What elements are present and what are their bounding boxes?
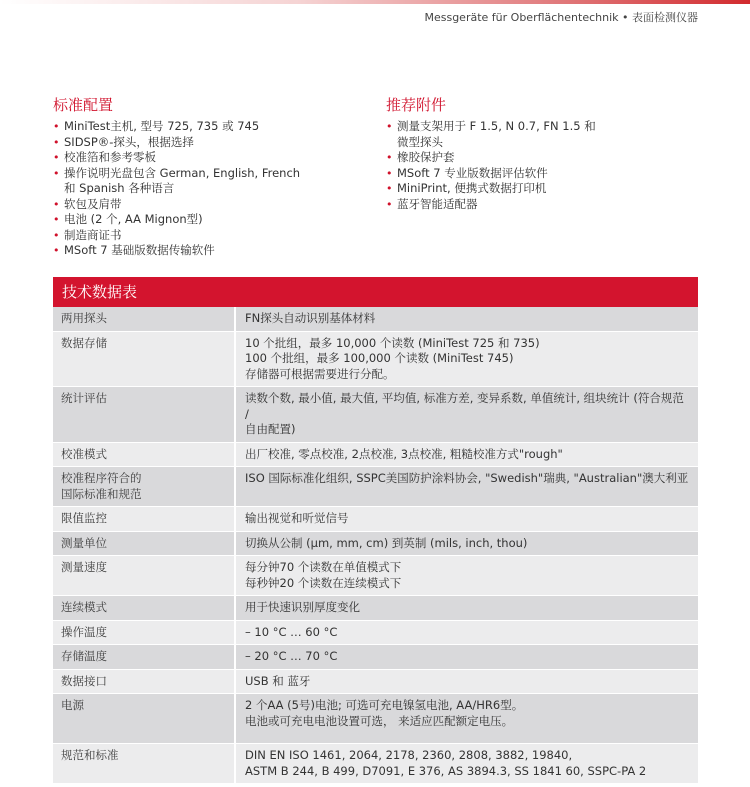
table-row [53,596,698,621]
row-label: 规范和标准 [53,744,236,783]
standard-config-title: 标准配置 [53,96,114,114]
table-row [53,694,698,744]
row-value: 用于快速识别厚度变化 [245,600,360,614]
row-label: 连续模式 [53,596,236,620]
row-label: 两用探头 [53,307,236,331]
list-item: • 操作说明光盘包含 German, English, French 和 Spanish 各种语言 [53,165,301,195]
standard-config-section [53,96,363,259]
table-row [53,744,698,784]
table-row [53,332,698,388]
tech-data-table [53,277,698,784]
table-row [53,670,698,695]
bullet-icon: • [53,244,60,257]
table-row [53,507,698,532]
list-item: • 测量支架用于 F 1.5, N 0.7, FN 1.5 和 微型探头 [386,119,596,149]
row-label: 测量速度 [53,556,236,595]
list-item: • 校准箔和参考零板 [53,150,156,164]
row-value: – 20 °C … 70 °C [245,649,338,663]
row-value: 出厂校准, 零点校准, 2点校准, 3点校准, 粗糙校准方式"rough" [245,446,563,461]
row-label: 存储温度 [53,645,236,669]
accessories-section [386,96,696,212]
row-label: 限值监控 [53,507,236,531]
table-row [53,532,698,557]
table-row [53,467,698,507]
list-item: • MSoft 7 专业版数据评估软件 [386,165,548,180]
bullet-icon: • [53,197,60,211]
row-label: 统计评估 [53,387,236,442]
list-item: • MiniTest主机, 型号 725, 735 或 745 [53,119,260,133]
row-label: 操作温度 [53,621,236,645]
row-value: 输出视觉和听觉信号 [245,511,349,525]
row-value: 2 个AA (5号)电池; 可选可充电镍氢电池, AA/HR6型。 电池或可充电电池设置可选， 来适应匹配额定电压。 [245,698,524,728]
row-label: 数据接口 [53,670,236,694]
list-item: • 橡胶保护套 [386,150,455,164]
row-label: 校准模式 [53,443,236,467]
row-value: ISO 国际标准化组织, SSPC美国防护涂料协会, "Swedish"瑞典, "Australian"澳大利亚 [245,471,689,485]
list-item: • 软包及肩带 [53,196,122,211]
bullet-icon: • [386,197,393,211]
row-value: USB 和 蓝牙 [245,673,311,688]
bullet-icon: • [53,213,60,226]
bullet-icon: • [386,166,393,180]
bullet-icon: • [386,120,393,133]
row-value: DIN EN ISO 1461, 2064, 2178, 2360, 2808, 3882, 19840, ASTM B 244, B 499, D7091, E 376, AS 3894.3, SS 1841 60, SSPC-PA 2 [245,748,647,778]
row-label: 数据存储 [53,332,236,387]
bullet-icon: • [53,166,60,180]
row-value: 读数个数, 最小值, 最大值, 平均值, 标准方差, 变异系数, 单值统计, 组块统计 (符合规范 / 自由配置) [245,391,684,436]
standard-config-list [53,119,363,259]
list-item: • MiniPrint, 便携式数据打印机 [386,181,547,195]
list-item: • 蓝牙智能适配器 [386,196,478,211]
bullet-icon: • [53,151,60,164]
row-value: – 10 °C … 60 °C [245,624,338,639]
row-label: 电源 [53,694,236,743]
row-label: 校准程序符合的 国际标准和规范 [53,467,236,506]
row-value: 10 个批组，最多 10,000 个读数 (MiniTest 725 和 735) 100 个批组，最多 100,000 个读数 (MiniTest 745) 存储器可根据需要进行分配。 [245,335,540,381]
table-row [53,645,698,670]
bullet-icon: • [53,228,60,242]
list-item: • MSoft 7 基础版数据传输软件 [53,243,215,257]
accessories-list [386,119,696,212]
row-value: 每分钟70 个读数在单值模式下 每秒钟20 个读数在连续模式下 [245,560,402,590]
table-row [53,556,698,596]
row-value: 切换从公制 (µm, mm, cm) 到英制 (mils, inch, thou) [245,535,528,550]
table-row [53,387,698,443]
bullet-icon: • [386,151,393,164]
list-item: • SIDSP®-探头，根据选择 [53,134,194,149]
accessories-title: 推荐附件 [386,96,447,114]
row-label: 测量单位 [53,532,236,556]
bullet-icon: • [53,120,60,133]
table-row [53,307,698,332]
table-row [53,621,698,646]
table-row [53,443,698,468]
list-item: • 制造商证书 [53,227,122,242]
top-accent-bar [0,0,750,4]
page-header: Messgeräte für Oberflächentechnik • 表面检测仪器 [424,11,698,24]
bullet-icon: • [386,182,393,195]
row-value: FN探头自动识别基体材料 [245,311,376,325]
list-item: • 电池 (2 个, AA Mignon型) [53,212,203,226]
tech-data-title: 技术数据表 [53,277,698,307]
bullet-icon: • [53,135,60,149]
